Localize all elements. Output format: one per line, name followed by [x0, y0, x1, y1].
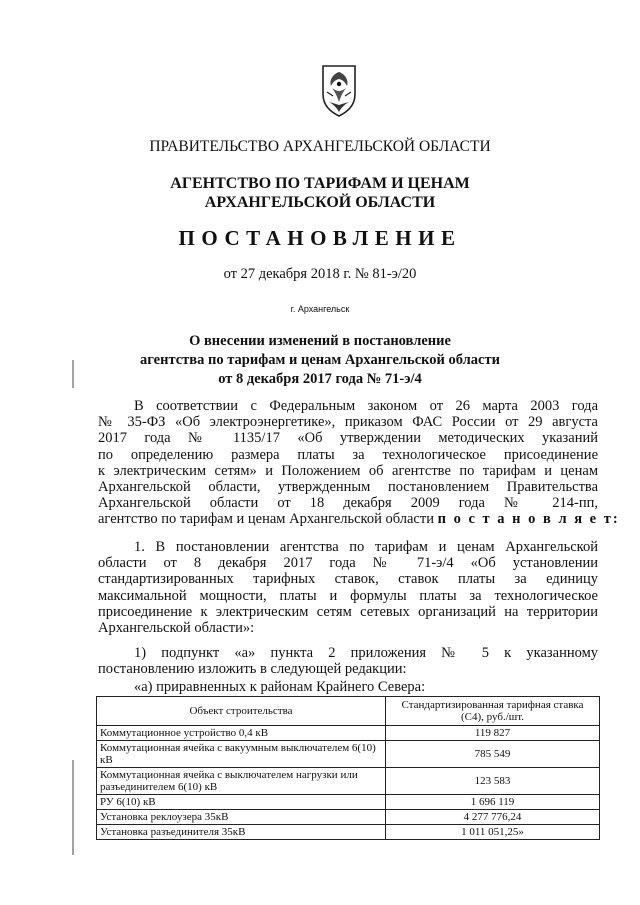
subclause-a-heading [98, 679, 598, 695]
rate-cell: 1 696 119 [386, 795, 600, 810]
text-line: № 35-ФЗ «Об электроэнергетике», приказом ФАС России от 29 августа [98, 414, 598, 431]
agency-name-line: АРХАНГЕЛЬСКОЙ ОБЛАСТИ [204, 194, 436, 211]
subject-line: О внесении изменений в постановление [189, 333, 451, 349]
object-cell: Установка реклоузера 35кВ [97, 810, 386, 825]
subclause-1-paragraph [98, 645, 598, 677]
text-line: 2017 года № 1135/17 «Об утверждении методических указаний [98, 430, 598, 447]
text-line: В соответствии с Федеральным законом от 26 марта 2003 года [134, 398, 598, 414]
text-line: Архангельской области, утвержденным постановлением Правительства [98, 479, 598, 496]
object-cell: Коммутационная ячейка с выключателем нагрузки или разъединителем 6(10) кВ [97, 768, 386, 795]
subject-line: от 8 декабря 2017 года № 71-э/4 [218, 371, 422, 387]
rate-cell: 4 277 776,24 [386, 810, 600, 825]
column-header-object: Объект строительства [97, 697, 386, 726]
rate-cell: 1 011 051,25» [386, 825, 600, 840]
table-row [97, 795, 600, 810]
agency-name [0, 174, 640, 212]
text-line: максимальной мощности, платы и формулы платы за технологическое [98, 587, 598, 604]
table-header-row [97, 697, 600, 726]
table-row [97, 825, 600, 840]
agency-name-line: АГЕНТСТВО ПО ТАРИФАМ И ЦЕНАМ [170, 175, 470, 192]
object-cell: Установка разъединителя 35кВ [97, 825, 386, 840]
resolves-phrase: п о с т а н о в л я е т: [437, 511, 620, 528]
object-cell: Коммутационная ячейка с вакуумным выключателем 6(10) кВ [97, 741, 386, 768]
government-name: ПРАВИТЕЛЬСТВО АРХАНГЕЛЬСКОЙ ОБЛАСТИ [149, 138, 491, 155]
scan-binder-mark [72, 760, 74, 855]
table-row [97, 810, 600, 825]
coat-of-arms-icon [319, 62, 359, 118]
object-cell: Коммутационное устройство 0,4 кВ [97, 726, 386, 741]
text-line [98, 511, 620, 528]
table-row [97, 768, 600, 795]
rate-cell: 123 583 [386, 768, 600, 795]
text-line: 1. В постановлении агентства по тарифам и ценам Архангельской [134, 539, 598, 555]
decree-subject [0, 332, 640, 389]
rate-cell: 119 827 [386, 726, 600, 741]
text-line: присоединение к электрическим сетям сетевых организаций на территории [98, 603, 598, 620]
text-line: к электрическим сетям» и Положением об агентстве по тарифам и ценам [98, 462, 598, 479]
table-row [97, 726, 600, 741]
table-row [97, 741, 600, 768]
subject-line: агентства по тарифам и ценам Архангельской области [140, 352, 500, 368]
tariff-table [96, 696, 600, 840]
text-line: постановлению изложить в следующей редакции: [98, 661, 407, 678]
city-name: г. Архангельск [290, 304, 350, 314]
agency-phrase: агентство по тарифам и ценам Архангельской области [98, 511, 434, 528]
text-line: области от 8 декабря 2017 года № 71-э/4 «Об установлении [98, 555, 598, 572]
rate-cell: 785 549 [386, 741, 600, 768]
text-line: «а) приравненных к районам Крайнего Севера: [134, 679, 426, 695]
object-cell: РУ 6(10) кВ [97, 795, 386, 810]
clause-1-paragraph [98, 539, 598, 636]
preamble-paragraph [98, 398, 620, 528]
text-line: 1) подпункт «а» пункта 2 приложения № 5 к указанному [134, 645, 598, 661]
decree-date-number: от 27 декабря 2018 г. № 81-э/20 [223, 266, 417, 282]
column-header-rate: Стандартизированная тарифная ставка (С4), руб./шт. [386, 697, 600, 726]
text-line: Архангельской области»: [98, 620, 255, 637]
text-line: стандартизированных тарифных ставок, ставок платы за единицу [98, 571, 598, 588]
decree-title: ПОСТАНОВЛЕНИЕ [178, 226, 462, 250]
text-line: Архангельской области от 18 декабря 2009 года № 214-пп, [98, 495, 598, 512]
text-line: по определению размера платы за технологическое присоединение [98, 446, 598, 463]
